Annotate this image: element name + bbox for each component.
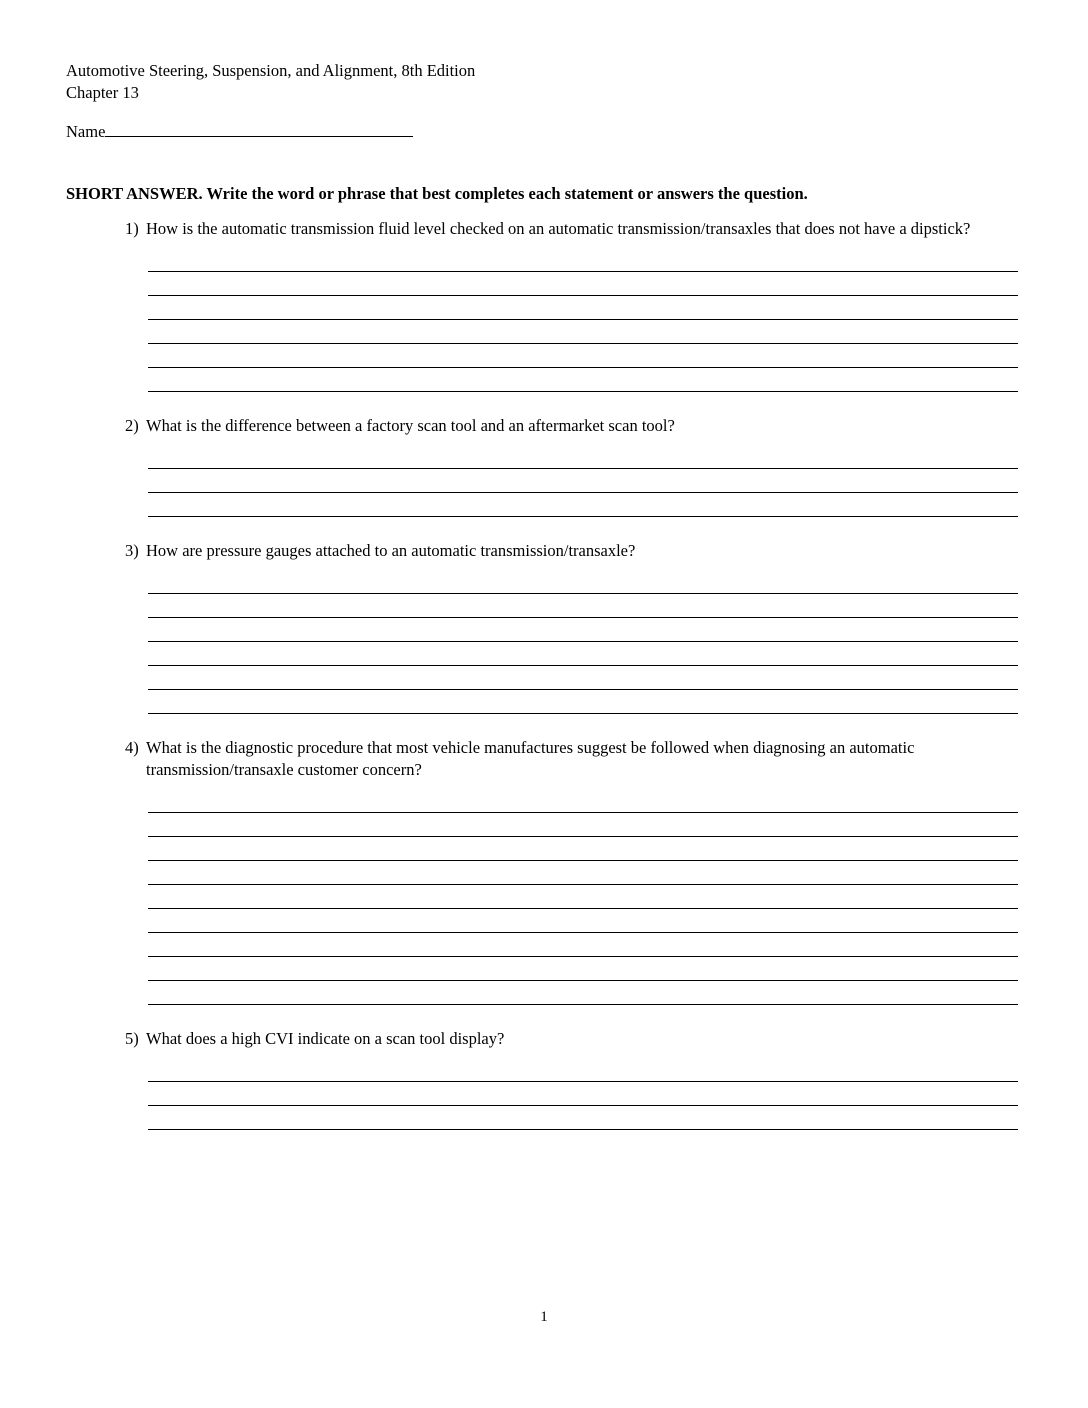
section-instruction: SHORT ANSWER. Write the word or phrase that best completes each statement or answers the question. <box>66 184 808 203</box>
answer-line <box>148 368 1018 392</box>
answer-line <box>148 981 1018 1005</box>
page-number: 1 <box>540 1309 548 1325</box>
answer-line <box>148 666 1018 690</box>
answer-line <box>148 909 1018 933</box>
question-item-5 <box>125 1028 1018 1130</box>
question-row <box>125 218 1018 240</box>
answer-line <box>148 1058 1018 1082</box>
answer-lines-group <box>148 445 1018 517</box>
answer-line <box>148 789 1018 813</box>
question-number: 5) <box>125 1029 139 1048</box>
question-number: 2) <box>125 416 139 435</box>
answer-line <box>148 618 1018 642</box>
answer-line <box>148 320 1018 344</box>
question-item-4 <box>125 737 1018 1005</box>
question-item-2 <box>125 415 1018 517</box>
question-text: What does a high CVI indicate on a scan tool display? <box>146 1029 505 1048</box>
answer-line <box>148 1106 1018 1130</box>
questions-list <box>125 218 1018 1130</box>
answer-line <box>148 885 1018 909</box>
chapter-label: Chapter 13 <box>66 83 139 102</box>
answer-line <box>148 1082 1018 1106</box>
answer-line <box>148 933 1018 957</box>
answer-line <box>148 493 1018 517</box>
answer-line <box>148 957 1018 981</box>
answer-line <box>148 570 1018 594</box>
question-number: 4) <box>125 738 139 757</box>
answer-line <box>148 344 1018 368</box>
answer-line <box>148 296 1018 320</box>
question-row <box>125 415 1018 437</box>
question-item-3 <box>125 540 1018 714</box>
question-number: 1) <box>125 219 139 238</box>
name-label: Name <box>66 122 106 141</box>
book-title: Automotive Steering, Suspension, and Alignment, 8th Edition <box>66 61 476 80</box>
document-header <box>66 60 475 104</box>
answer-line <box>148 642 1018 666</box>
question-row <box>125 737 1018 781</box>
answer-line <box>148 272 1018 296</box>
question-item-1 <box>125 218 1018 392</box>
answer-line <box>148 594 1018 618</box>
name-blank-line <box>105 121 413 137</box>
question-number: 3) <box>125 541 139 560</box>
question-text: What is the difference between a factory scan tool and an aftermarket scan tool? <box>146 416 675 435</box>
answer-line <box>148 690 1018 714</box>
answer-line <box>148 861 1018 885</box>
answer-line <box>148 445 1018 469</box>
question-text: How are pressure gauges attached to an automatic transmission/transaxle? <box>146 541 636 560</box>
answer-line <box>148 813 1018 837</box>
answer-line <box>148 469 1018 493</box>
answer-lines-group <box>148 248 1018 392</box>
answer-lines-group <box>148 1058 1018 1130</box>
name-row <box>66 121 413 143</box>
answer-lines-group <box>148 789 1018 1005</box>
question-text: How is the automatic transmission fluid level checked on an automatic transmission/transaxles that does not have a dipstick? <box>146 219 971 238</box>
answer-line <box>148 837 1018 861</box>
question-text: What is the diagnostic procedure that most vehicle manufactures suggest be followed when diagnosing an automatic transmission/transaxle customer concern? <box>146 738 915 779</box>
answer-lines-group <box>148 570 1018 714</box>
question-row <box>125 1028 1018 1050</box>
answer-line <box>148 248 1018 272</box>
question-row <box>125 540 1018 562</box>
